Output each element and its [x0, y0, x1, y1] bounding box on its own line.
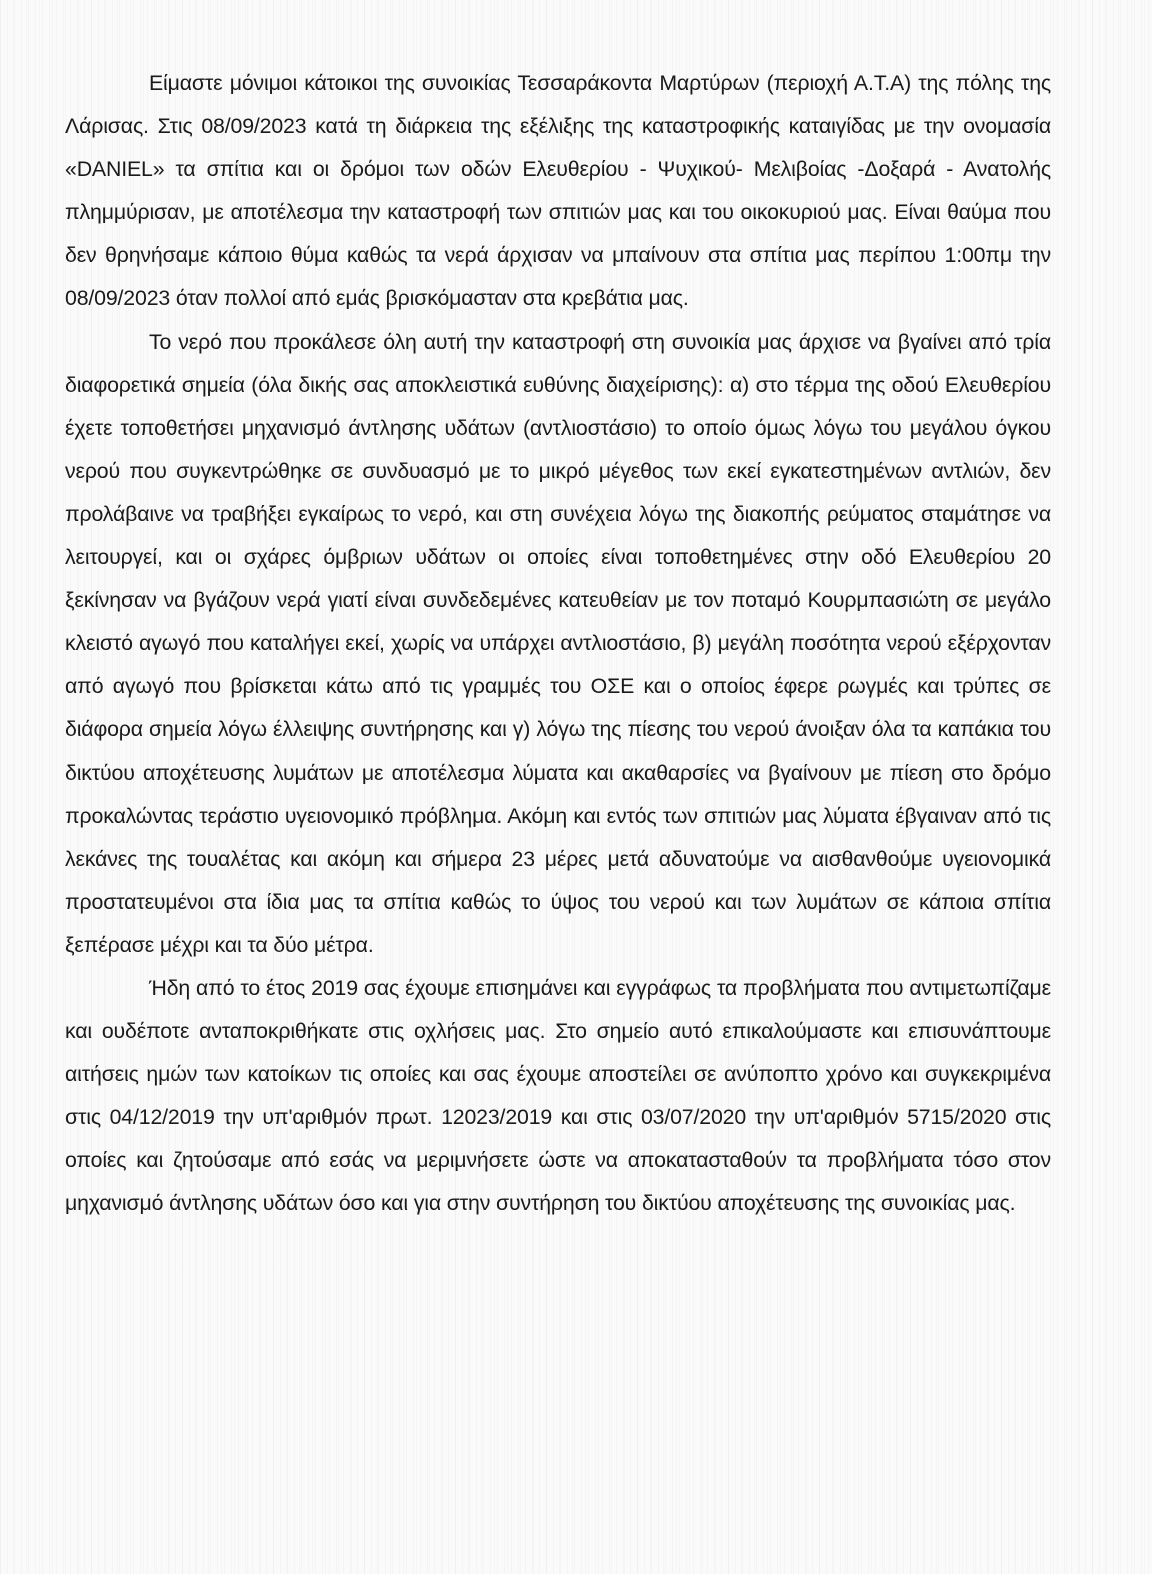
- paragraph-prior-requests: Ήδη από το έτος 2019 σας έχουμε επισημάνει και εγγράφως τα προβλήματα που αντιμετωπίζαμε και ουδέποτε ανταποκριθήκατε στις οχλήσεις μας. Στο σημείο αυτό επικαλούμαστε και επισυνάπτουμε αιτήσεις ημών των κατοίκων τις οποίες και σας έχουμε αποστείλει σε ανύποπτο χρόνο και συγκεκριμένα στις 04/12/2019 την υπ'αριθμόν πρωτ. 12023/2019 και στις 03/07/2020 την υπ'αριθμόν 5715/2020 στις οποίες και ζητούσαμε από εσάς να μεριμνήσετε ώστε να αποκατασταθούν τα προβλήματα τόσο στον μηχανισμό άντλησης υδάτων όσο και για στην συντήρηση του δικτύου αποχέτευσης της συνοικίας μας.: [65, 975, 1051, 1216]
- paragraph-flood-event: Είμαστε μόνιμοι κάτοικοι της συνοικίας Τεσσαράκοντα Μαρτύρων (περιοχή Α.Τ.Α) της πόλης της Λάρισας. Στις 08/09/2023 κατά τη διάρκεια της εξέλιξης της καταστροφικής καταιγίδας με την ονομασία «DANIEL» τα σπίτια και οι δρόμοι των οδών Ελευθερίου - Ψυχικού- Μελιβοίας -Δοξαρά - Ανατολής πλημμύρισαν, με αποτέλεσμα την καταστροφή των σπιτιών μας και του οικοκυριού μας. Είναι θαύμα που δεν θρηνήσαμε κάποιο θύμα καθώς τα νερά άρχισαν να μπαίνουν στα σπίτια μας περίπου 1:00πμ την 08/09/2023 όταν πολλοί από εμάς βρισκόμασταν στα κρεβάτια μας.: [65, 71, 1051, 311]
- paragraph-water-sources: Το νερό που προκάλεσε όλη αυτή την καταστροφή στη συνοικία μας άρχισε να βγαίνει από τρία διαφορετικά σημεία (όλα δικής σας αποκλειστικά ευθύνης διαχείρισης): α) στο τέρμα της οδού Ελευθερίου έχετε τοποθετήσει μηχανισμό άντλησης υδάτων (αντλιοστάσιο) το οποίο όμως λόγω του μεγάλου όγκου νερού που συγκεντρώθηκε σε συνδυασμό με το μικρό μέγεθος των εκεί εγκατεστημένων αντλιών, δεν προλάβαινε να τραβήξει εγκαίρως το νερό, και στη συνέχεια λόγω της διακοπής ρεύματος σταμάτησε να λειτουργεί, και οι σχάρες όμβριων υδάτων οι οποίες είναι τοποθετημένες στην οδό Ελευθερίου 20 ξεκίνησαν να βγάζουν νερά γιατί είναι συνδεδεμένες κατευθείαν με τον ποταμό Κουρμπασιώτη σε μεγάλο κλειστό αγωγό που καταλήγει εκεί, χωρίς να υπάρχει αντλιοστάσιο, β) μεγάλη ποσότητα νερού εξέρχονταν από αγωγό που βρίσκεται κάτω από τις γραμμές του ΟΣΕ και ο οποίος έφερε ρωγμές και τρύπες σε διάφορα σημεία λόγω έλλειψης συντήρησης και γ) λόγω της πίεσης του νερού άνοιξαν όλα τα καπάκια του δικτύου αποχέτευσης λυμάτων με αποτέλεσμα λύματα και ακαθαρσίες να βγαίνουν με πίεση στο δρόμο προκαλώντας τεράστιο υγειονομικό πρόβλημα. Ακόμη και εντός των σπιτιών μας λύματα έβγαιναν από τις λεκάνες της τουαλέτας και ακόμη και σήμερα 23 μέρες μετά αδυνατούμε να αισθανθούμε υγειονομικά προστατευμένοι στα ίδια μας τα σπίτια καθώς το ύψος του νερού και των λυμάτων σε κάποια σπίτια ξεπέρασε μέχρι και τα δύο μέτρα.: [65, 329, 1051, 957]
- letter-body: [65, 62, 1051, 1226]
